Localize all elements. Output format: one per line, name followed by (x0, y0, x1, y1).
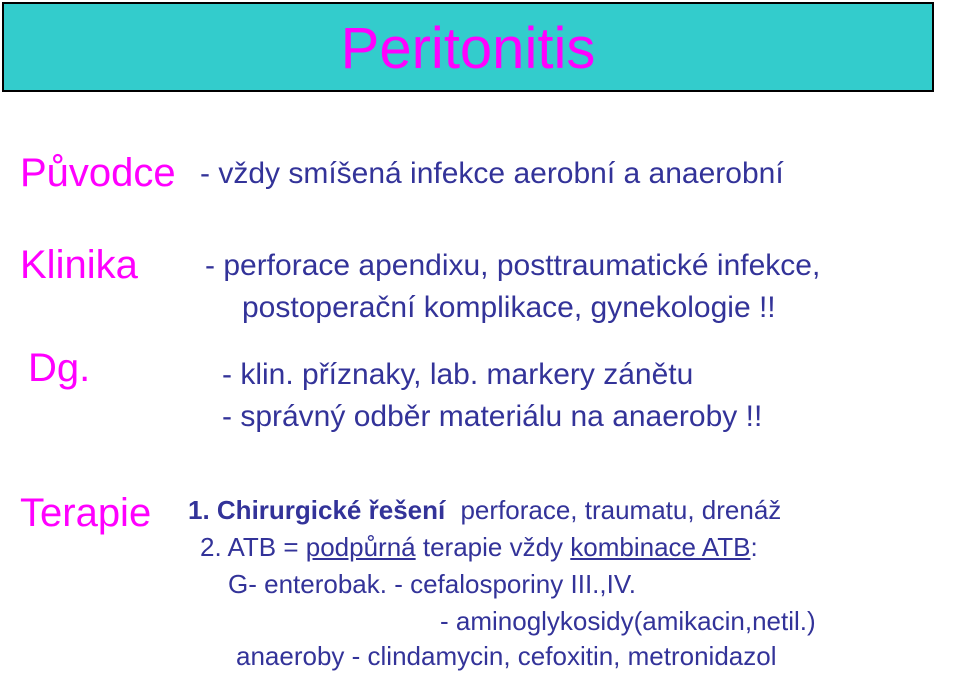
terapie-item-2-suffix: : (750, 532, 758, 562)
slide-title: Peritonitis (340, 16, 596, 81)
terapie-line-4: - aminoglykosidy(amikacin,netil.) (440, 606, 816, 636)
terapie-line-5: anaeroby - clindamycin, cefoxitin, metronidazol (236, 641, 777, 671)
puvodce-label: Původce (20, 151, 176, 195)
terapie-label: Terapie (20, 491, 152, 535)
terapie-item-2-prefix: 2. ATB = (200, 532, 306, 562)
terapie-item-1 (188, 494, 781, 526)
dg-line-1: - klin. příznaky, lab. markery zánětu (222, 358, 694, 391)
dg-label: Dg. (28, 346, 91, 390)
klinika-line-2: postoperační komplikace, gynekologie !! (242, 291, 776, 324)
terapie-item-2-underlined-1: podpůrná (305, 532, 416, 562)
terapie-item-2-underlined-2: kombinace ATB (570, 532, 751, 562)
terapie-item-1-text: perforace, traumatu, drenáž (460, 495, 782, 525)
puvodce-text: - vždy smíšená infekce aerobní a anaerobní (200, 157, 784, 190)
dg-line-2: - správný odběr materiálu na anaeroby !! (222, 400, 763, 433)
title-banner (2, 2, 934, 92)
terapie-item-2-middle: terapie vždy (415, 532, 571, 562)
klinika-line-1: - perforace apendixu, posttraumatické infekce, (205, 249, 821, 282)
terapie-item-1-heading: 1. Chirurgické řešení (188, 495, 446, 525)
terapie-item-2 (200, 531, 758, 563)
klinika-label: Klinika (20, 243, 138, 287)
terapie-line-3: G- enterobak. - cefalosporiny III.,IV. (228, 569, 637, 599)
